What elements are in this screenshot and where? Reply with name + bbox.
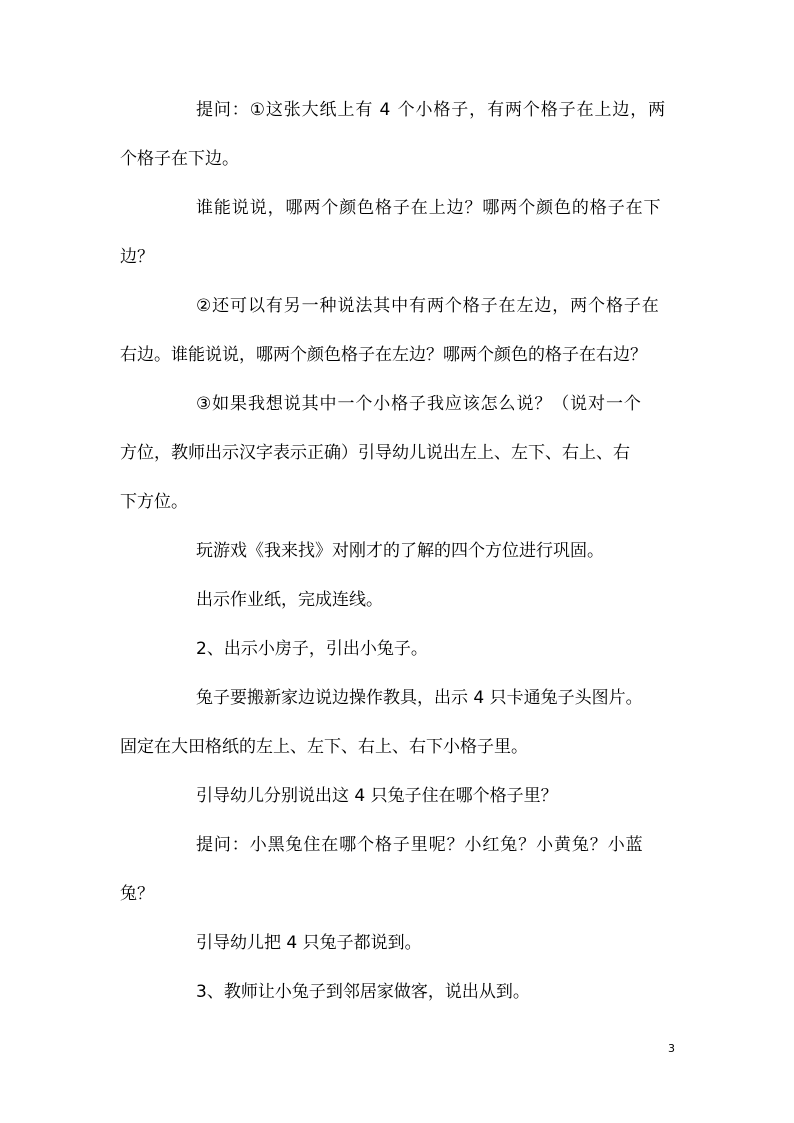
section-heading: 2、出示小房子，引出小兔子。 [196, 639, 428, 659]
text-line: 个格子在下边。 [120, 149, 239, 169]
text-line: 玩游戏《我来找》对刚才的了解的四个方位进行巩固。 [196, 541, 604, 561]
text-line: 引导幼儿把 4 只兔子都说到。 [196, 933, 422, 953]
text-line: 引导幼儿分别说出这 4 只兔子住在哪个格子里？ [196, 786, 558, 806]
text-line: 谁能说说，哪两个颜色格子在上边？哪两个颜色的格子在下 [196, 198, 662, 218]
text-line: 提问：小黑兔住在哪个格子里呢？小红兔？小黄兔？小蓝 [196, 835, 644, 855]
text-line: 下方位。 [120, 492, 188, 512]
text-line: ②还可以有另一种说法其中有两个格子在左边，两个格子在 [196, 296, 660, 316]
page-number: 3 [668, 1042, 675, 1055]
text-line: 边？ [120, 247, 154, 267]
text-line: 兔子要搬新家边说边操作教具，出示 4 只卡通兔子头图片。 [196, 688, 643, 708]
section-heading: 3、教师让小兔子到邻居家做客，说出从到。 [196, 982, 530, 1002]
text-line: 兔？ [120, 884, 154, 904]
text-line: 方位，教师出示汉字表示正确）引导幼儿说出左上、左下、右上、右 [120, 443, 630, 463]
text-line: 出示作业纸，完成连线。 [196, 590, 383, 610]
text-line: 提问：①这张大纸上有 4 个小格子，有两个格子在上边，两 [196, 100, 667, 120]
text-line: ③如果我想说其中一个小格子我应该怎么说？（说对一个 [196, 394, 642, 414]
text-line: 固定在大田格纸的左上、左下、右上、右下小格子里。 [120, 737, 528, 757]
text-line: 右边。谁能说说，哪两个颜色格子在左边？哪两个颜色的格子在右边？ [120, 345, 647, 365]
